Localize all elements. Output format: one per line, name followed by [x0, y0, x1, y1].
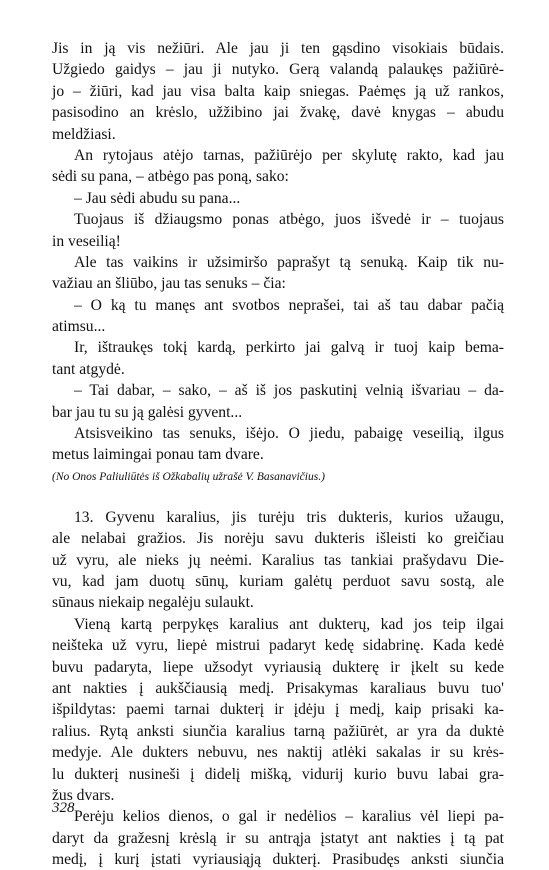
text-line: Ale tas vaikins ir užsimiršo paprašyt tą senuką. Kaip tik nu-	[74, 253, 504, 271]
tale-13-text	[52, 507, 504, 870]
text-line: tant atgydė.	[52, 360, 125, 378]
text-line: 13. Gyvenu karalius, jis turėju tris dukteris, kurios užaugu,	[74, 508, 504, 526]
body-text	[52, 38, 504, 870]
text-line: vu, kad jam duotų sūnų, kuriam galėtų perduot savu sostą, ale	[52, 572, 504, 590]
text-line: žus dvars.	[52, 786, 115, 804]
text-line: – O ką tu manęs ant svotbos neprašei, tai aš tau dabar pačią	[74, 296, 504, 314]
text-line: in veseilią!	[52, 232, 121, 250]
text-line: bar jau tu su ją galėsi gyvent...	[52, 403, 243, 421]
text-line: Ir, ištraukęs tokį kardą, perkirto jai galvą ir tuoj kaip bema-	[74, 339, 504, 357]
source-note: (No Onos Paliuliūtės iš Ožkabalių užrašė V. Basanavičius.)	[52, 470, 325, 483]
text-line: buvu padaryta, liepe užsodyt vyriausią dukterę ir įkelt su kede	[52, 658, 504, 676]
text-line: atimsu...	[52, 318, 106, 336]
text-line: metus laimingai ponau tam dvare.	[52, 446, 264, 464]
text-line: sūnaus niekaip negalėju sulaukt.	[52, 594, 254, 612]
text-line: pasisodino an krėslo, užžibino jai žvakę, davė knygas – abudu	[52, 104, 504, 122]
text-line: medį, į kurį įstati vyriausiąją dukterį. Prasibudęs anksti siunčia	[52, 851, 504, 869]
section-gap	[52, 488, 504, 507]
text-line: jo – žiūri, kad jau visa balta kaip sniegas. Paėmęs ją už rankos,	[52, 82, 504, 100]
text-line: Vieną kartą perpykęs karalius ant dukterų, kad jos teip ilgai	[74, 615, 504, 633]
text-line: daryt da gražesnį krėslą ir su antrąja įstatyt ant nakties į tą pat	[52, 829, 504, 847]
text-line: ale nelabai gražios. Jis norėju savu dukteris išleisti ko greičiau	[52, 530, 504, 548]
text-line: išpildytas: paemi tarnai dukterį ir įdėju į medį, kaip prisaki ka-	[52, 701, 504, 719]
text-line: ant nakties į aukščiausią medį. Prisakymas karaliaus buvu tuo'	[52, 679, 504, 697]
text-line: An rytojaus atėjo tarnas, pažiūrėjo per skylutę rakto, kad jau	[74, 146, 504, 164]
text-line: sėdi su pana, – atbėgo pas poną, sako:	[52, 168, 289, 186]
text-line: lu dukterį nusineši į didelį mišką, vidurij kurio buvu labai gra-	[52, 765, 504, 783]
text-line: medyje. Ale dukters nebuvu, nes naktij atlėki sakalas ir su krės-	[52, 744, 504, 762]
text-line: – Tai dabar, – sako, – aš iš jos paskutinį velnią išvariau – da-	[74, 382, 504, 400]
text-line: neišteka už vyru, liepė mistrui padaryt kedę sidabrinę. Kada kedė	[52, 637, 504, 655]
page-number: 328	[52, 800, 75, 816]
text-line: Jis in ją vis nežiūri. Ale jau ji ten gąsdino visokiais būdais.	[52, 40, 504, 57]
tale-ending-text	[52, 38, 504, 466]
text-line: Tuojaus iš džiaugsmo ponas atbėgo, juos išvedė ir – tuojaus	[74, 211, 504, 229]
text-line: – Jau sėdi abudu su pana...	[74, 189, 241, 207]
text-line: Atsisveikino tas senuks, išėjo. O jiedu, pabaigę veseilią, ilgus	[74, 425, 504, 443]
text-line: Perėju kelios dienos, o gal ir nedėlios – karalius vėl liepi pa-	[74, 808, 504, 826]
text-line: ralius. Rytą anksti siunčia karalius tarną pažiūrėt, ar yra da duktė	[52, 722, 504, 740]
text-line: Užgiedo gaidys – jau ji nutyko. Gerą valandą palaukęs pažiūrė-	[52, 61, 504, 79]
text-line: už vyru, ale nieks jų neėmi. Karalius tas tankiai prašydavu Die-	[52, 551, 504, 569]
text-line: meldžiasi.	[52, 125, 116, 143]
text-line: važiau an šliūbo, jau tas senuks – čia:	[52, 275, 286, 293]
